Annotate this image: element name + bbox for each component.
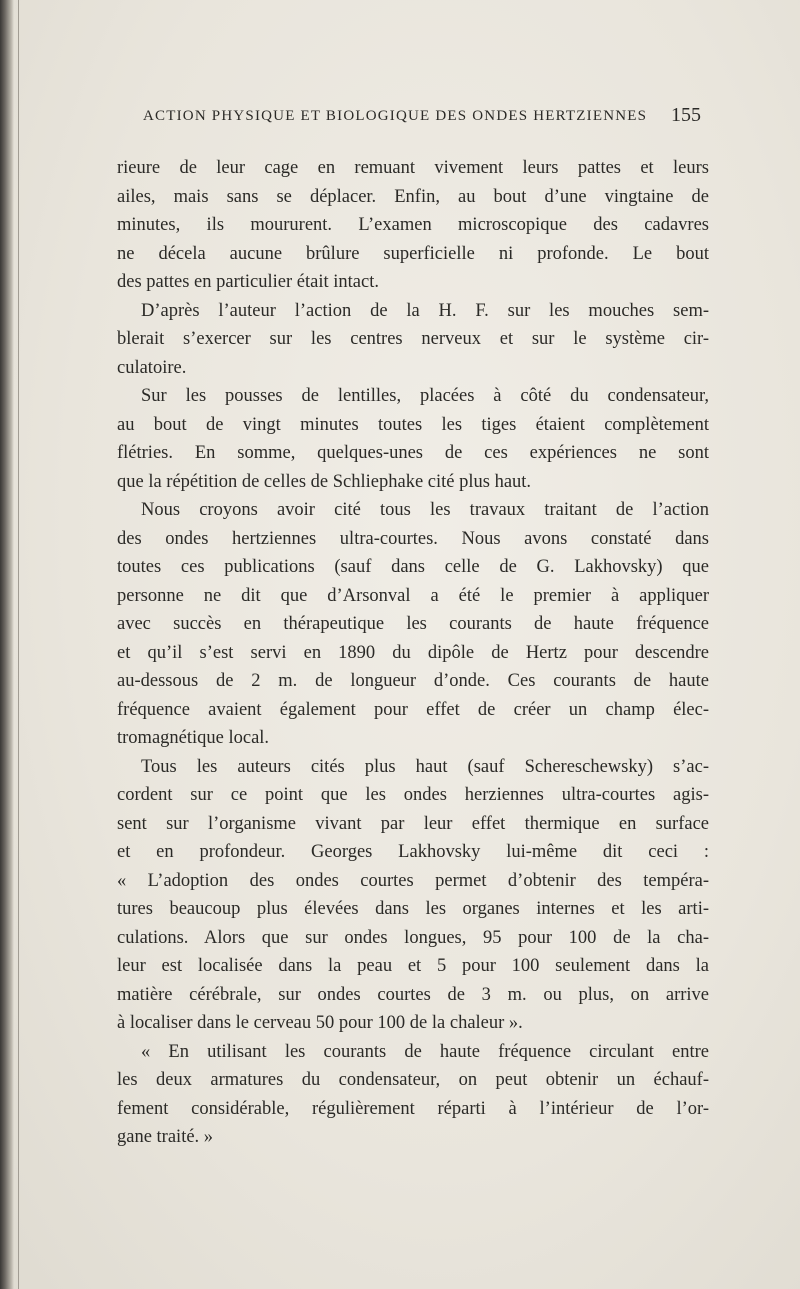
- text-line: leur est localisée dans la peau et 5 pour 100 seulement dans la: [117, 956, 709, 976]
- text-line: toutes ces publications (sauf dans celle de G. Lakhovsky) que: [117, 557, 709, 577]
- text-line: des pattes en particulier était intact.: [117, 272, 379, 292]
- text-line: matière cérébrale, sur ondes courtes de 3 m. ou plus, on arrive: [117, 984, 709, 1005]
- page-header: [143, 104, 705, 134]
- text-line: ne décela aucune brûlure superficielle ni profonde. Le bout: [117, 243, 709, 264]
- text-line: culations. Alors que sur ondes longues, 95 pour 100 de la cha-: [117, 927, 709, 948]
- text-line: les deux armatures du condensateur, on peut obtenir un échauf-: [117, 1070, 709, 1090]
- text-line: flétries. En somme, quelques-unes de ces expériences ne sont: [117, 443, 709, 463]
- text-line: minutes, ils moururent. L’examen microscopique des cadavres: [117, 215, 709, 235]
- text-line: et en profondeur. Georges Lakhovsky lui-même dit ceci :: [117, 842, 709, 862]
- text-line: Tous les auteurs cités plus haut (sauf Schereschewsky) s’ac-: [141, 756, 709, 777]
- text-line: Nous croyons avoir cité tous les travaux traitant de l’action: [141, 500, 709, 520]
- text-line: D’après l’auteur l’action de la H. F. sur les mouches sem-: [141, 300, 709, 321]
- text-line: au bout de vingt minutes toutes les tiges étaient complètement: [117, 414, 709, 435]
- page-gutter-line: [18, 0, 19, 1289]
- running-title: ACTION PHYSIQUE ET BIOLOGIQUE DES ONDES HERTZIENNES: [143, 108, 648, 124]
- text-line: personne ne dit que d’Arsonval a été le premier à appliquer: [117, 585, 709, 606]
- text-line: tures beaucoup plus élevées dans les organes internes et les arti-: [117, 899, 709, 919]
- text-line: « En utilisant les courants de haute fréquence circulant entre: [141, 1041, 709, 1062]
- text-line: rieure de leur cage en remuant vivement leurs pattes et leurs: [117, 158, 709, 178]
- page-binding-edge: [0, 0, 14, 1289]
- text-line: culatoire.: [117, 357, 187, 378]
- text-line: ailes, mais sans se déplacer. Enfin, au bout d’une vingtaine de: [117, 186, 709, 207]
- text-line: Sur les pousses de lentilles, placées à côté du condensateur,: [141, 386, 709, 406]
- text-line: « L’adoption des ondes courtes permet d’obtenir des tempéra-: [117, 870, 709, 891]
- text-line: blerait s’exercer sur les centres nerveux et sur le système cir-: [117, 329, 709, 349]
- text-line: cordent sur ce point que les ondes herziennes ultra-courtes agis-: [117, 785, 709, 805]
- text-line: avec succès en thérapeutique les courants de haute fréquence: [117, 614, 709, 634]
- text-line: des ondes hertziennes ultra-courtes. Nous avons constaté dans: [117, 528, 709, 549]
- text-line: fréquence avaient également pour effet de créer un champ élec-: [117, 699, 709, 720]
- text-line: sent sur l’organisme vivant par leur effet thermique en surface: [117, 813, 709, 834]
- text-line: que la répétition de celles de Schliephake cité plus haut.: [117, 471, 532, 492]
- text-line: à localiser dans le cerveau 50 pour 100 de la chaleur ».: [117, 1013, 523, 1033]
- body-text: [117, 154, 709, 1152]
- text-line: fement considérable, régulièrement réparti à l’intérieur de l’or-: [117, 1098, 709, 1119]
- text-line: tromagnétique local.: [117, 728, 270, 748]
- text-line: gane traité. »: [117, 1127, 214, 1147]
- text-line: et qu’il s’est servi en 1890 du dipôle de Hertz pour descendre: [117, 642, 709, 663]
- text-line: au-dessous de 2 m. de longueur d’onde. Ces courants de haute: [117, 671, 709, 691]
- page-number: 155: [671, 104, 701, 126]
